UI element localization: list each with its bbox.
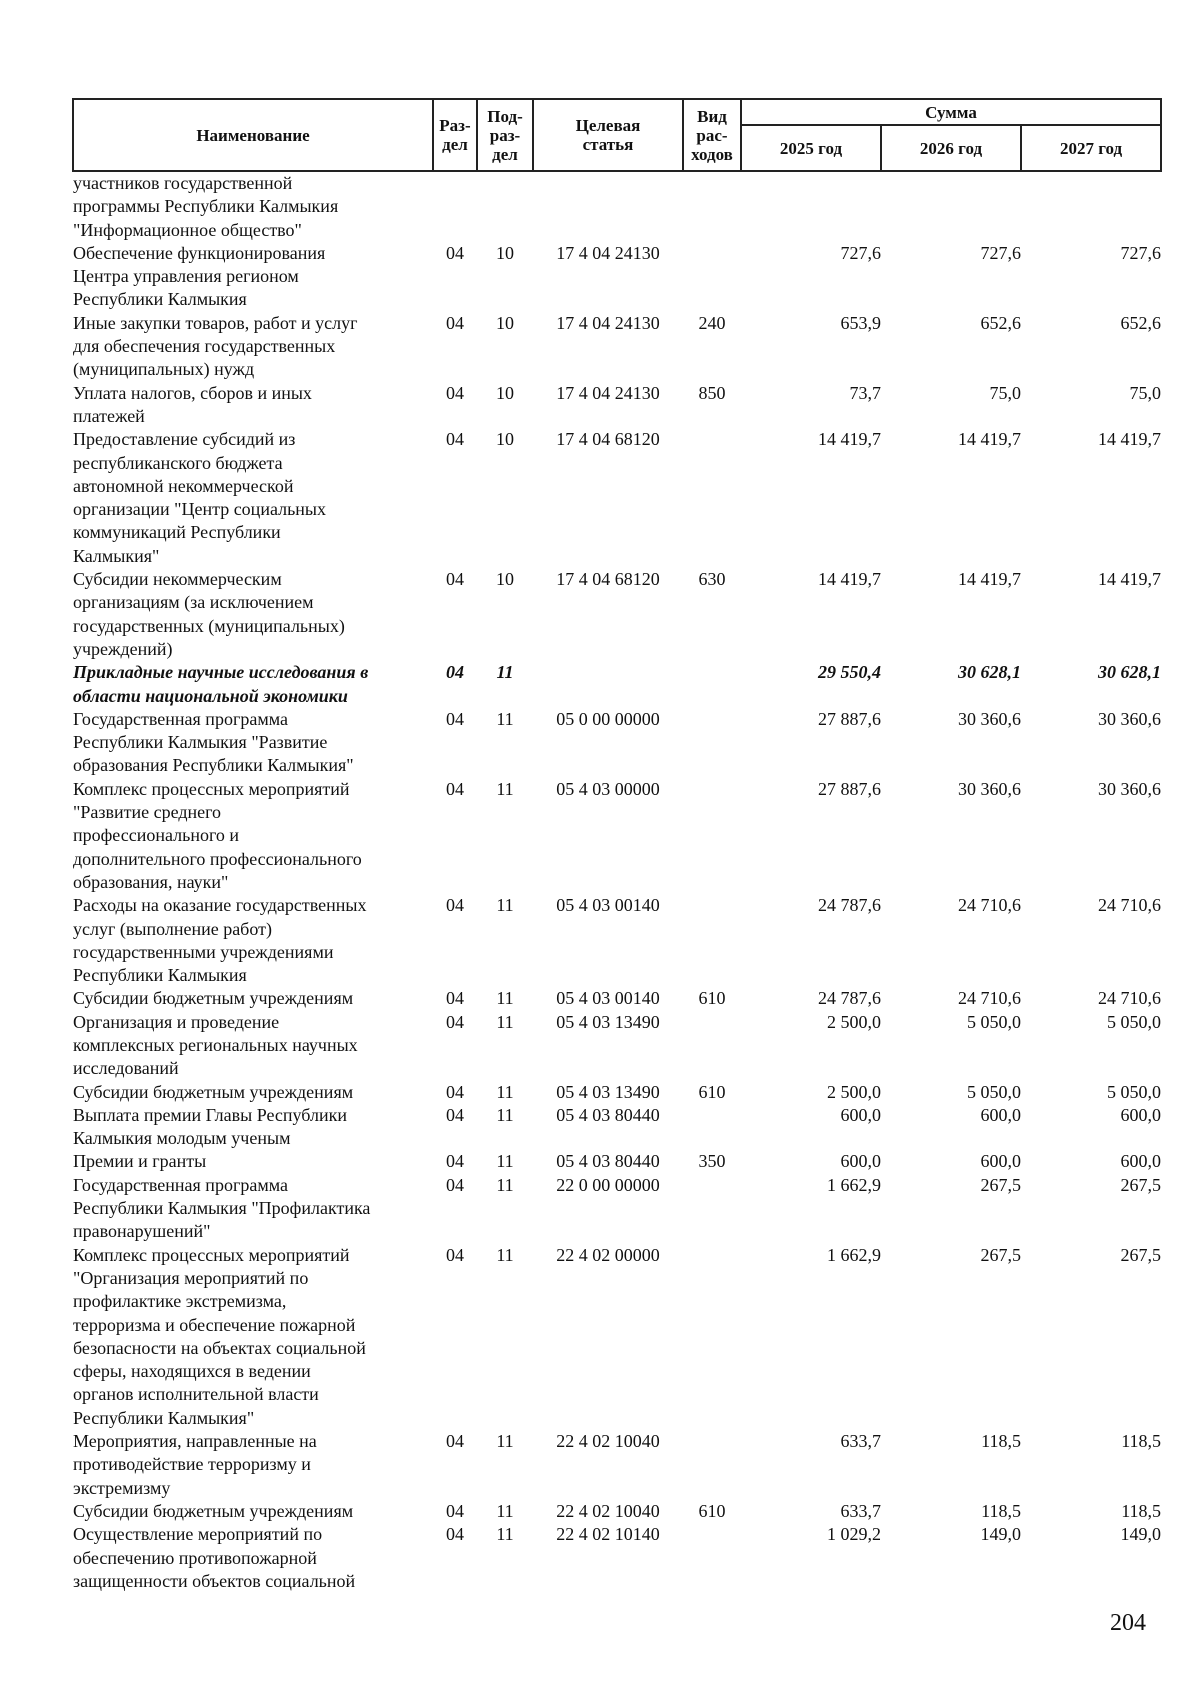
cell-sum-2025: 1 662,9 bbox=[827, 1174, 881, 1195]
cell-razdel: 04 bbox=[446, 1081, 464, 1102]
table-row bbox=[73, 894, 1161, 987]
cell-vid bbox=[683, 708, 741, 778]
cell-sum-2025: 1 029,2 bbox=[827, 1524, 881, 1545]
cell-podrazdel: 11 bbox=[496, 1524, 514, 1545]
cell-sum-2026: 600,0 bbox=[980, 1151, 1021, 1172]
table-row bbox=[73, 1430, 1161, 1500]
cell-sum-2026: 5 050,0 bbox=[967, 1011, 1021, 1032]
cell-sum-2027: 5 050,0 bbox=[1107, 1081, 1162, 1102]
cell-podrazdel: 11 bbox=[496, 895, 514, 916]
table-row bbox=[73, 1011, 1161, 1081]
cell-name: Субсидии бюджетным учреждениям bbox=[73, 1081, 354, 1102]
cell-vid bbox=[683, 778, 741, 894]
cell-sum-2027: 600,0 bbox=[1120, 1104, 1162, 1125]
cell-sum-2026: 30 628,1 bbox=[958, 662, 1021, 683]
cell-sum-2027: 14 419,7 bbox=[1098, 569, 1162, 590]
cell-article bbox=[533, 661, 683, 708]
cell-name: Премии и гранты bbox=[73, 1151, 207, 1172]
cell-sum-2026: 652,6 bbox=[980, 312, 1021, 333]
cell-sum-2027: 267,5 bbox=[1120, 1244, 1162, 1265]
cell-vid bbox=[683, 1104, 741, 1151]
cell-name: Расходы на оказание государственных услуг (выполнение работ) государственными учреждениями Республики Калмыкия bbox=[73, 895, 367, 986]
cell-razdel: 04 bbox=[446, 1431, 464, 1452]
cell-vid bbox=[683, 1523, 741, 1593]
table-row bbox=[73, 171, 1161, 242]
cell-article: 17 4 04 24130 bbox=[556, 312, 660, 333]
table-row bbox=[73, 1500, 1161, 1523]
table-row bbox=[73, 778, 1161, 894]
cell-sum-2025: 727,6 bbox=[840, 242, 881, 263]
cell-article: 05 4 03 00000 bbox=[556, 778, 660, 799]
cell-vid: 850 bbox=[698, 382, 726, 403]
cell-razdel: 04 bbox=[446, 242, 464, 263]
cell-sum-2027: 30 628,1 bbox=[1098, 662, 1162, 683]
cell-podrazdel: 11 bbox=[496, 778, 514, 799]
cell-podrazdel: 10 bbox=[496, 242, 514, 263]
cell-article: 17 4 04 68120 bbox=[556, 429, 660, 450]
cell-sum-2027 bbox=[1021, 171, 1161, 242]
cell-vid bbox=[683, 894, 741, 987]
table-row bbox=[73, 987, 1161, 1010]
cell-sum-2025: 600,0 bbox=[840, 1151, 881, 1172]
cell-sum-2025: 653,9 bbox=[840, 312, 881, 333]
cell-name: Государственная программа Республики Калмыкия "Развитие образования Республики Калмыкия" bbox=[73, 708, 354, 776]
cell-sum-2027: 5 050,0 bbox=[1107, 1011, 1162, 1032]
cell-sum-2025: 27 887,6 bbox=[818, 778, 881, 799]
cell-sum-2026: 30 360,6 bbox=[958, 778, 1021, 799]
cell-name: Комплекс процессных мероприятий "Развитие среднего профессионального и дополнительного профессионального образования, науки" bbox=[73, 778, 362, 892]
cell-sum-2025: 2 500,0 bbox=[827, 1081, 881, 1102]
cell-vid: 240 bbox=[698, 312, 726, 333]
header-year-2026: 2026 год bbox=[881, 125, 1021, 171]
cell-sum-2025: 24 787,6 bbox=[818, 988, 881, 1009]
cell-podrazdel: 11 bbox=[496, 1104, 514, 1125]
cell-sum-2026: 24 710,6 bbox=[958, 988, 1021, 1009]
cell-sum-2025 bbox=[741, 171, 881, 242]
cell-sum-2026: 118,5 bbox=[981, 1500, 1021, 1521]
budget-table bbox=[72, 98, 1162, 1593]
table-row bbox=[73, 312, 1161, 382]
cell-podrazdel bbox=[477, 171, 533, 242]
cell-name: Мероприятия, направленные на противодействие терроризму и экстремизму bbox=[73, 1431, 317, 1498]
cell-vid: 630 bbox=[698, 569, 726, 590]
page-number: 204 bbox=[1110, 1610, 1146, 1636]
cell-article: 22 4 02 10040 bbox=[556, 1500, 660, 1521]
cell-sum-2025: 73,7 bbox=[849, 382, 881, 403]
cell-article: 05 4 03 13490 bbox=[556, 1081, 660, 1102]
cell-razdel: 04 bbox=[446, 1011, 464, 1032]
cell-razdel: 04 bbox=[446, 1524, 464, 1545]
cell-name: Субсидии бюджетным учреждениям bbox=[73, 988, 354, 1009]
cell-name: Субсидии бюджетным учреждениям bbox=[73, 1500, 354, 1521]
cell-podrazdel: 11 bbox=[496, 1081, 514, 1102]
cell-podrazdel: 11 bbox=[496, 1431, 514, 1452]
cell-sum-2025: 24 787,6 bbox=[818, 895, 881, 916]
cell-name: Осуществление мероприятий по обеспечению противопожарной защищенности объектов социальной bbox=[73, 1524, 356, 1591]
cell-sum-2025: 14 419,7 bbox=[818, 429, 881, 450]
table-row bbox=[73, 1081, 1161, 1104]
cell-sum-2026: 14 419,7 bbox=[958, 429, 1021, 450]
table-row bbox=[73, 1523, 1161, 1593]
cell-podrazdel: 11 bbox=[496, 708, 514, 729]
cell-sum-2026: 267,5 bbox=[980, 1244, 1021, 1265]
cell-sum-2026: 24 710,6 bbox=[958, 895, 1021, 916]
table-row bbox=[73, 242, 1161, 312]
cell-name: участников государственной программы Республики Калмыкия "Информационное общество" bbox=[73, 173, 339, 240]
cell-name: Государственная программа Республики Калмыкия "Профилактика правонарушений" bbox=[73, 1174, 371, 1242]
cell-article: 17 4 04 24130 bbox=[556, 382, 660, 403]
cell-sum-2027: 118,5 bbox=[1121, 1500, 1162, 1521]
cell-name: Комплекс процессных мероприятий "Организация мероприятий по профилактике экстремизма, терроризма и обеспечение пожарной безопасности на объектах социальной сферы, находящихся в ведении органов исполнительной власти Республики Калмыкия" bbox=[73, 1244, 366, 1428]
cell-sum-2026: 118,5 bbox=[981, 1431, 1021, 1452]
cell-vid: 610 bbox=[698, 1081, 726, 1102]
cell-sum-2027: 30 360,6 bbox=[1098, 708, 1162, 729]
cell-podrazdel: 11 bbox=[496, 1244, 514, 1265]
table-row bbox=[73, 1104, 1161, 1151]
cell-podrazdel: 11 bbox=[496, 1174, 514, 1195]
cell-sum-2027: 267,5 bbox=[1120, 1174, 1162, 1195]
cell-vid bbox=[683, 171, 741, 242]
cell-podrazdel: 10 bbox=[496, 382, 514, 403]
header-vid: Вид рас- ходов bbox=[683, 99, 741, 171]
cell-podrazdel: 10 bbox=[496, 312, 514, 333]
cell-razdel: 04 bbox=[446, 1151, 464, 1172]
cell-article: 05 4 03 13490 bbox=[556, 1011, 660, 1032]
header-sum: Сумма bbox=[741, 99, 1161, 125]
cell-podrazdel: 10 bbox=[496, 429, 514, 450]
cell-sum-2026: 5 050,0 bbox=[967, 1081, 1021, 1102]
cell-sum-2026: 14 419,7 bbox=[958, 569, 1021, 590]
cell-sum-2025: 600,0 bbox=[840, 1104, 881, 1125]
cell-sum-2027: 30 360,6 bbox=[1098, 778, 1162, 799]
cell-vid bbox=[683, 1244, 741, 1430]
cell-sum-2025: 14 419,7 bbox=[818, 569, 881, 590]
cell-sum-2027: 600,0 bbox=[1120, 1151, 1162, 1172]
cell-article: 17 4 04 24130 bbox=[556, 242, 660, 263]
table-row bbox=[73, 568, 1161, 661]
cell-sum-2027: 24 710,6 bbox=[1098, 895, 1162, 916]
cell-razdel: 04 bbox=[446, 312, 464, 333]
cell-article: 22 4 02 10040 bbox=[556, 1431, 660, 1452]
cell-sum-2026: 267,5 bbox=[980, 1174, 1021, 1195]
cell-sum-2026: 149,0 bbox=[980, 1524, 1021, 1545]
header-year-2027: 2027 год bbox=[1021, 125, 1161, 171]
table-row bbox=[73, 1174, 1161, 1244]
cell-article: 05 0 00 00000 bbox=[556, 708, 660, 729]
cell-vid bbox=[683, 1011, 741, 1081]
table-row bbox=[73, 661, 1161, 708]
cell-sum-2026: 75,0 bbox=[989, 382, 1021, 403]
cell-razdel: 04 bbox=[446, 382, 464, 403]
cell-article: 22 4 02 10140 bbox=[556, 1524, 660, 1545]
cell-razdel bbox=[433, 171, 477, 242]
cell-article: 05 4 03 00140 bbox=[556, 988, 660, 1009]
cell-razdel: 04 bbox=[446, 988, 464, 1009]
cell-sum-2026: 30 360,6 bbox=[958, 708, 1021, 729]
cell-razdel: 04 bbox=[446, 1104, 464, 1125]
cell-sum-2027: 652,6 bbox=[1120, 312, 1162, 333]
cell-podrazdel: 10 bbox=[496, 569, 514, 590]
table-body bbox=[73, 171, 1161, 1593]
table-row bbox=[73, 428, 1161, 568]
cell-name: Субсидии некоммерческим организациям (за исключением государственных (муниципальных) учреждений) bbox=[73, 569, 345, 659]
cell-sum-2025: 2 500,0 bbox=[827, 1011, 881, 1032]
cell-article: 05 4 03 80440 bbox=[556, 1104, 660, 1125]
cell-razdel: 04 bbox=[446, 569, 464, 590]
cell-name: Уплата налогов, сборов и иных платежей bbox=[73, 382, 312, 426]
cell-razdel: 04 bbox=[446, 778, 464, 799]
cell-podrazdel: 11 bbox=[496, 988, 514, 1009]
cell-podrazdel: 11 bbox=[496, 1151, 514, 1172]
cell-sum-2027: 14 419,7 bbox=[1098, 429, 1162, 450]
cell-vid: 610 bbox=[698, 988, 726, 1009]
cell-razdel: 04 bbox=[446, 708, 464, 729]
cell-name: Предоставление субсидий из республиканского бюджета автономной некоммерческой организации "Центр социальных коммуникаций Республики Калмыкия" bbox=[73, 429, 327, 566]
cell-sum-2025: 1 662,9 bbox=[827, 1244, 881, 1265]
cell-sum-2025: 27 887,6 bbox=[818, 708, 881, 729]
cell-name: Прикладные научные исследования в области национальной экономики bbox=[73, 662, 369, 706]
cell-sum-2027: 118,5 bbox=[1121, 1431, 1162, 1452]
cell-podrazdel: 11 bbox=[496, 1011, 514, 1032]
table-row bbox=[73, 382, 1161, 429]
cell-razdel: 04 bbox=[446, 429, 464, 450]
cell-sum-2027: 727,6 bbox=[1120, 242, 1162, 263]
cell-podrazdel: 11 bbox=[496, 662, 514, 683]
cell-sum-2025: 29 550,4 bbox=[818, 662, 881, 683]
cell-sum-2026: 727,6 bbox=[980, 242, 1021, 263]
table-row bbox=[73, 1244, 1161, 1430]
cell-razdel: 04 bbox=[446, 662, 464, 683]
cell-name: Организация и проведение комплексных региональных научных исследований bbox=[73, 1011, 358, 1079]
cell-name: Выплата премии Главы Республики Калмыкия молодым ученым bbox=[73, 1104, 348, 1149]
cell-sum-2026 bbox=[881, 171, 1021, 242]
cell-razdel: 04 bbox=[446, 895, 464, 916]
header-podrazdel: Под- раз- дел bbox=[477, 99, 533, 171]
cell-vid: 610 bbox=[698, 1500, 726, 1521]
header-razdel: Раз- дел bbox=[433, 99, 477, 171]
cell-sum-2027: 75,0 bbox=[1129, 382, 1162, 403]
cell-sum-2025: 633,7 bbox=[840, 1431, 881, 1452]
cell-article: 17 4 04 68120 bbox=[556, 569, 660, 590]
cell-article: 22 0 00 00000 bbox=[556, 1174, 660, 1195]
cell-sum-2025: 633,7 bbox=[840, 1500, 881, 1521]
cell-article: 05 4 03 80440 bbox=[556, 1151, 660, 1172]
table-row bbox=[73, 708, 1161, 778]
cell-vid bbox=[683, 1430, 741, 1500]
cell-vid: 350 bbox=[698, 1151, 726, 1172]
cell-vid bbox=[683, 242, 741, 312]
cell-razdel: 04 bbox=[446, 1500, 464, 1521]
cell-vid bbox=[683, 428, 741, 568]
cell-sum-2027: 24 710,6 bbox=[1098, 988, 1162, 1009]
header-year-2025: 2025 год bbox=[741, 125, 881, 171]
cell-vid bbox=[683, 1174, 741, 1244]
header-article: Целевая статья bbox=[533, 99, 683, 171]
cell-sum-2027: 149,0 bbox=[1120, 1524, 1162, 1545]
cell-article bbox=[533, 171, 683, 242]
cell-sum-2026: 600,0 bbox=[980, 1104, 1021, 1125]
cell-razdel: 04 bbox=[446, 1174, 464, 1195]
cell-article: 22 4 02 00000 bbox=[556, 1244, 660, 1265]
table-header bbox=[73, 99, 1161, 171]
table-row bbox=[73, 1150, 1161, 1173]
cell-vid bbox=[683, 661, 741, 708]
cell-razdel: 04 bbox=[446, 1244, 464, 1265]
header-name: Наименование bbox=[73, 99, 433, 171]
cell-name: Иные закупки товаров, работ и услуг для обеспечения государственных (муниципальных) нужд bbox=[73, 312, 358, 380]
cell-podrazdel: 11 bbox=[496, 1500, 514, 1521]
cell-article: 05 4 03 00140 bbox=[556, 895, 660, 916]
cell-name: Обеспечение функционирования Центра управления регионом Республики Калмыкия bbox=[73, 242, 326, 310]
